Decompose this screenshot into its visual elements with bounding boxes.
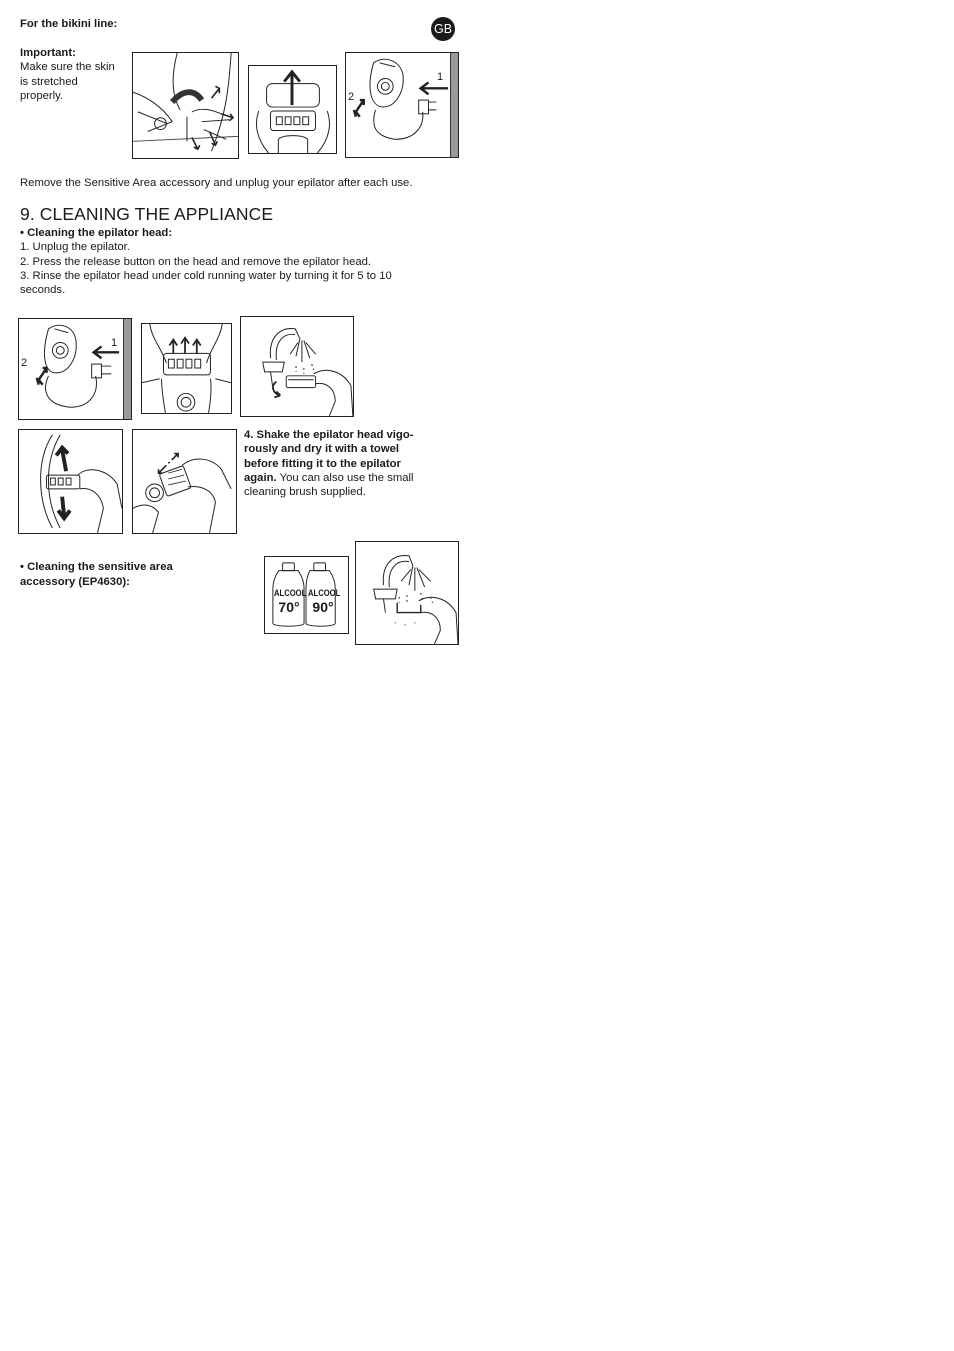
step-number-label: 1 [437, 71, 444, 83]
step4-normal-first: You can also use the small [276, 472, 414, 484]
step-number-label: 1 [111, 337, 118, 349]
bottle-label: ALCOOL [274, 588, 307, 598]
figure-unplug-step1 [18, 318, 132, 420]
bikini-title: For the bikini line: [20, 18, 118, 30]
figure-alcohol-bottles [264, 556, 349, 634]
table-edge-bar [450, 53, 459, 158]
section-heading: 9. CLEANING THE APPLIANCE [20, 204, 274, 224]
bottle-value: 70° [278, 599, 300, 615]
language-badge: GB [431, 17, 455, 41]
important-line: properly. [20, 90, 64, 102]
figure-remove-head [248, 65, 337, 154]
remove-note: Remove the Sensitive Area accessory and unplug your epilator after each use. [20, 177, 413, 189]
sensitive-title: accessory (EP4630): [20, 576, 130, 588]
sensitive-title: • Cleaning the sensitive area [20, 561, 173, 573]
table-edge-bar [123, 319, 132, 420]
figure-rinse-accessory [355, 541, 459, 645]
head-cleaning-title: • Cleaning the epilator head: [20, 227, 173, 239]
step-number-label: 2 [21, 357, 28, 369]
important-line: Make sure the skin [20, 61, 115, 73]
figure-brush-clean [132, 429, 237, 534]
step4-bold-tail: again. [244, 472, 277, 484]
step4-line-mixed [244, 471, 414, 486]
cleaning-step: 2. Press the release button on the head and remove the epilator head. [20, 256, 372, 268]
step4-line: rously and dry it with a towel [244, 443, 400, 455]
figure-release-head [141, 323, 232, 414]
step-number-label: 2 [348, 91, 355, 103]
bottle-value: 90° [312, 599, 334, 615]
figure-rinse-head [240, 316, 354, 417]
important-line: is stretched [20, 76, 78, 88]
step4-line: before fitting it to the epilator [244, 458, 401, 470]
cleaning-step: 1. Unplug the epilator. [20, 241, 130, 253]
important-label: Important: [20, 47, 76, 59]
figure-unplug-top [345, 52, 459, 158]
step4-line: cleaning brush supplied. [244, 486, 366, 498]
cleaning-step: 3. Rinse the epilator head under cold running water by turning it for 5 to 10 [20, 270, 392, 282]
figure-bikini-stretch [132, 52, 239, 159]
bottle-label: ALCOOL [308, 588, 341, 598]
step4-line: 4. Shake the epilator head vigo- [244, 429, 414, 441]
figure-shake-head [18, 429, 123, 534]
cleaning-step: seconds. [20, 284, 66, 296]
